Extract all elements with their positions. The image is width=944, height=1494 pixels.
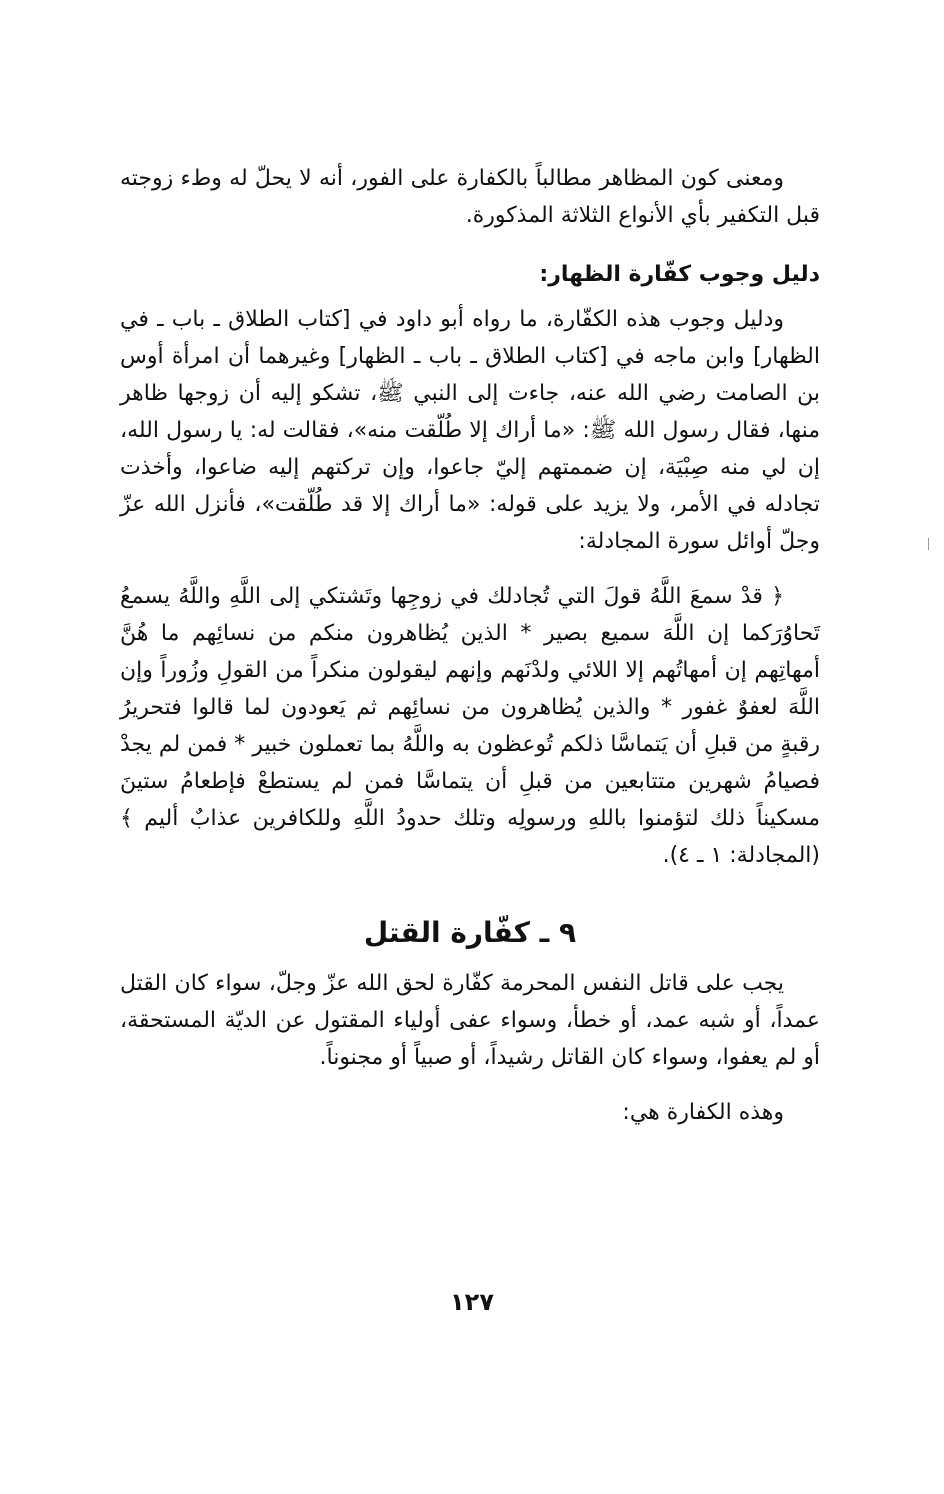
intro-paragraph: ومعنى كون المظاهر مطالباً بالكفارة على الفور، أنه لا يحلّ له وطء زوجته قبل التكفير بأي الأنواع الثلاثة المذكورة. — [120, 166, 820, 228]
evidence-heading: دليل وجوب كفّارة الظهار: — [539, 262, 820, 287]
quran-passage: ﴿ قدْ سمعَ اللَّهُ قولَ التي تُجادلك في زوجِها وتَشتكي إلى اللَّهِ واللَّهُ يسمعُ تَحاوُرَكما إن اللَّهَ سميع بصير * الذين يُظاهرون منكم من نسائِهم ما هُنَّ أمهاتِهم إن أمهاتُهم إلا اللائي ولدْنَهم وإنهم ليقولون منكراً من القولِ وزُوراً وإن اللَّهَ لعفوٌ غفور * والذين يُظاهرون من نسائِهم ثم يَعودون لما قالوا فتحريرُ رقبةٍ من قبلِ أن يَتماسَّا ذلكم تُوعظون به واللَّهُ بما تعملون خبير * فمن لم يجدْ فصيامُ شهرين متتابعين من قبلِ أن يتماسَّا فمن لم يستطعْ فإطعامُ ستينَ مسكيناً ذلك لتؤمنوا باللهِ ورسولِه وتلك حدودُ اللَّهِ وللكافرين عذابٌ أليم ﴾ (المجادلة: ١ ـ ٤). — [120, 584, 820, 868]
page-body — [120, 160, 820, 1131]
margin-mark — [928, 538, 929, 550]
evidence-paragraph: ودليل وجوب هذه الكفّارة، ما رواه أبو داود في [كتاب الطلاق ـ باب ـ في الظهار] وابن ماجه في [كتاب الطلاق ـ باب ـ الظهار] وغيرهما أن امرأة أوس بن الصامت رضي الله عنه، جاءت إلى النبي ﷺ، تشكو إليه أن زوجها ظاهر منها، فقال رسول الله ﷺ: «ما أراك إلا طُلّقت منه»، فقالت له: يا رسول الله، إن لي منه صِبْيَة، إن ضممتهم إليّ جاعوا، وإن تركتهم إليه ضاعوا، وأخذت تجادله في الأمر، ولا يزيد على قوله: «ما أراك إلا قد طُلّقت»، فأنزل الله عزّ وجلّ أوائل سورة المجادلة: — [120, 307, 820, 554]
section-title: ٩ ـ كفّارة القتل — [363, 916, 577, 949]
closing-line: وهذه الكفارة هي: — [622, 1100, 784, 1125]
killing-expiation-paragraph: يجب على قاتل النفس المحرمة كفّارة لحق الله عزّ وجلّ، سواء كان القتل عمداً، أو شبه عمد، أو خطأ، وسواء عفى أولياء المقتول عن الديّة المستحقة، أو لم يعفوا، وسواء كان القاتل رشيداً، أو صبياً أو مجنوناً. — [120, 971, 820, 1070]
page-number: ١٢٧ — [450, 1288, 494, 1316]
